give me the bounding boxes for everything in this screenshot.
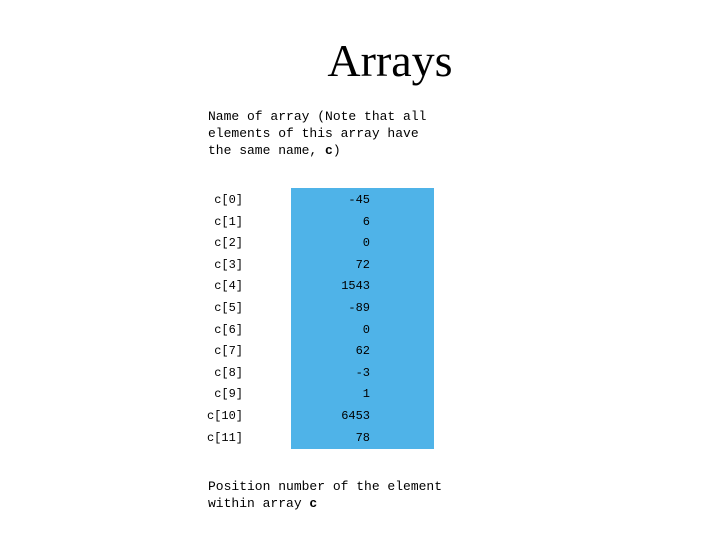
element-label-0: c[0]: [214, 193, 243, 207]
element-label-4: c[4]: [214, 279, 243, 294]
element-value-5: -89: [348, 301, 370, 315]
element-value-10: 6453: [341, 409, 370, 423]
element-value-2: 0: [362, 236, 370, 251]
element-value-0: -45: [348, 193, 370, 207]
element-value-4: 1543: [341, 279, 370, 294]
element-label-2: c[2]: [214, 236, 243, 251]
element-label-8: c[8]: [214, 365, 243, 380]
element-label-5: c[5]: [214, 301, 243, 315]
element-value-3: 72: [355, 257, 370, 272]
array-name-note-line-2: elements of this array have: [208, 126, 419, 141]
element-value-7: 62: [355, 344, 370, 359]
element-value-8: -3: [355, 365, 370, 380]
array-name-note-line-3-suffix: ): [332, 143, 341, 158]
element-label-1: c[1]: [214, 214, 243, 229]
array-name-note: [208, 108, 426, 159]
element-label-10: c[10]: [206, 409, 243, 423]
element-value-1: 6: [362, 214, 370, 229]
position-number-note: [208, 478, 442, 512]
position-note-line-2-prefix: within array: [208, 496, 310, 511]
array-name-note-line-1: Name of array (Note that all: [208, 109, 427, 124]
element-value-6: 0: [362, 322, 370, 337]
position-note-line-1: Position number of the element: [208, 479, 443, 494]
array-name-c: c: [325, 143, 333, 158]
element-label-11: c[11]: [206, 430, 243, 445]
element-value-11: 78: [355, 430, 370, 445]
element-label-6: c[6]: [214, 322, 243, 337]
position-note-array-c: c: [309, 496, 318, 511]
slide-title: Arrays: [327, 35, 453, 86]
array-name-note-line-3-prefix: the same name,: [208, 143, 326, 158]
element-label-9: c[9]: [214, 387, 243, 402]
element-label-3: c[3]: [214, 257, 243, 272]
element-value-9: 1: [362, 387, 370, 402]
element-label-7: c[7]: [214, 344, 243, 359]
